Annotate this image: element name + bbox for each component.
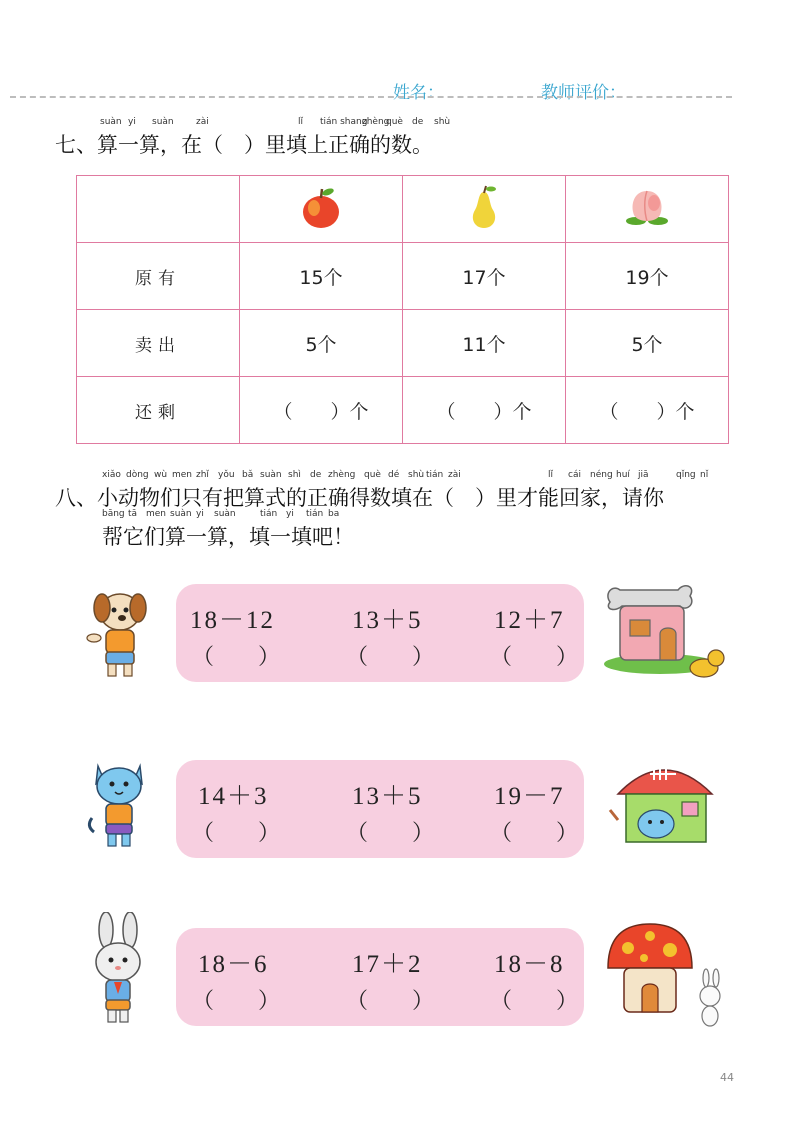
equation: 18－6 xyxy=(198,951,269,978)
peach-icon xyxy=(624,185,670,229)
section8-title-line1: 八、小动物们只有把算式的正确得数填在（ ）里才能回家，请你 xyxy=(55,486,664,510)
equation: 18－8 xyxy=(494,951,565,978)
answer-blank[interactable]: （ ） xyxy=(346,988,435,1013)
bone-house-icon xyxy=(600,576,728,688)
answer-blank[interactable]: （ ） xyxy=(490,988,579,1013)
equation: 13＋5 xyxy=(352,783,423,810)
dog-icon xyxy=(82,586,156,682)
equation-box xyxy=(176,760,584,858)
section8-title-line2: 帮它们算一算，填一填吧！ xyxy=(102,525,354,549)
name-label: 姓名： xyxy=(393,83,444,103)
equation: 13＋5 xyxy=(352,607,423,634)
answer-blank-cell[interactable]: （ ）个 xyxy=(240,377,403,444)
answer-blank[interactable]: （ ） xyxy=(490,820,579,845)
equation: 14＋3 xyxy=(198,783,269,810)
equation: 19－7 xyxy=(494,783,565,810)
answer-blank[interactable]: （ ） xyxy=(192,820,281,845)
rabbit-icon xyxy=(84,912,154,1028)
apple-cell xyxy=(240,176,403,243)
table-corner-cell xyxy=(77,176,240,243)
equation: 17＋2 xyxy=(352,951,423,978)
answer-blank-cell[interactable]: （ ）个 xyxy=(566,377,729,444)
answer-blank[interactable]: （ ） xyxy=(192,988,281,1013)
fruit-table xyxy=(76,175,729,444)
row-label-original: 原有 xyxy=(77,243,240,310)
answer-blank[interactable]: （ ） xyxy=(346,644,435,669)
equation: 18－12 xyxy=(190,607,276,634)
table-row xyxy=(77,310,729,377)
pear-icon xyxy=(464,184,504,230)
peach-cell xyxy=(566,176,729,243)
apple-icon xyxy=(299,184,343,230)
fish-house-icon xyxy=(604,750,728,854)
table-header-row xyxy=(77,176,729,243)
student-info-header xyxy=(0,78,800,103)
row-label-remaining: 还剩 xyxy=(77,377,240,444)
table-cell: 19个 xyxy=(566,243,729,310)
equation-box xyxy=(176,928,584,1026)
answer-blank[interactable]: （ ） xyxy=(346,820,435,845)
mushroom-house-icon xyxy=(604,922,732,1030)
table-row xyxy=(77,243,729,310)
table-cell: 5个 xyxy=(240,310,403,377)
equation-box xyxy=(176,584,584,682)
table-cell: 15个 xyxy=(240,243,403,310)
pear-cell xyxy=(403,176,566,243)
cat-icon xyxy=(82,756,156,852)
table-cell: 11个 xyxy=(403,310,566,377)
table-cell: 17个 xyxy=(403,243,566,310)
row-label-sold: 卖出 xyxy=(77,310,240,377)
table-row xyxy=(77,377,729,444)
teacher-evaluation-label: 教师评价： xyxy=(541,83,626,103)
equation: 12＋7 xyxy=(494,607,565,634)
header-divider xyxy=(10,96,732,98)
answer-blank-cell[interactable]: （ ）个 xyxy=(403,377,566,444)
answer-blank[interactable]: （ ） xyxy=(192,644,281,669)
section7-title: 七、算一算，在（ ）里填上正确的数。 xyxy=(55,133,433,157)
table-cell: 5个 xyxy=(566,310,729,377)
answer-blank[interactable]: （ ） xyxy=(490,644,579,669)
page-number: 44 xyxy=(720,1071,734,1084)
